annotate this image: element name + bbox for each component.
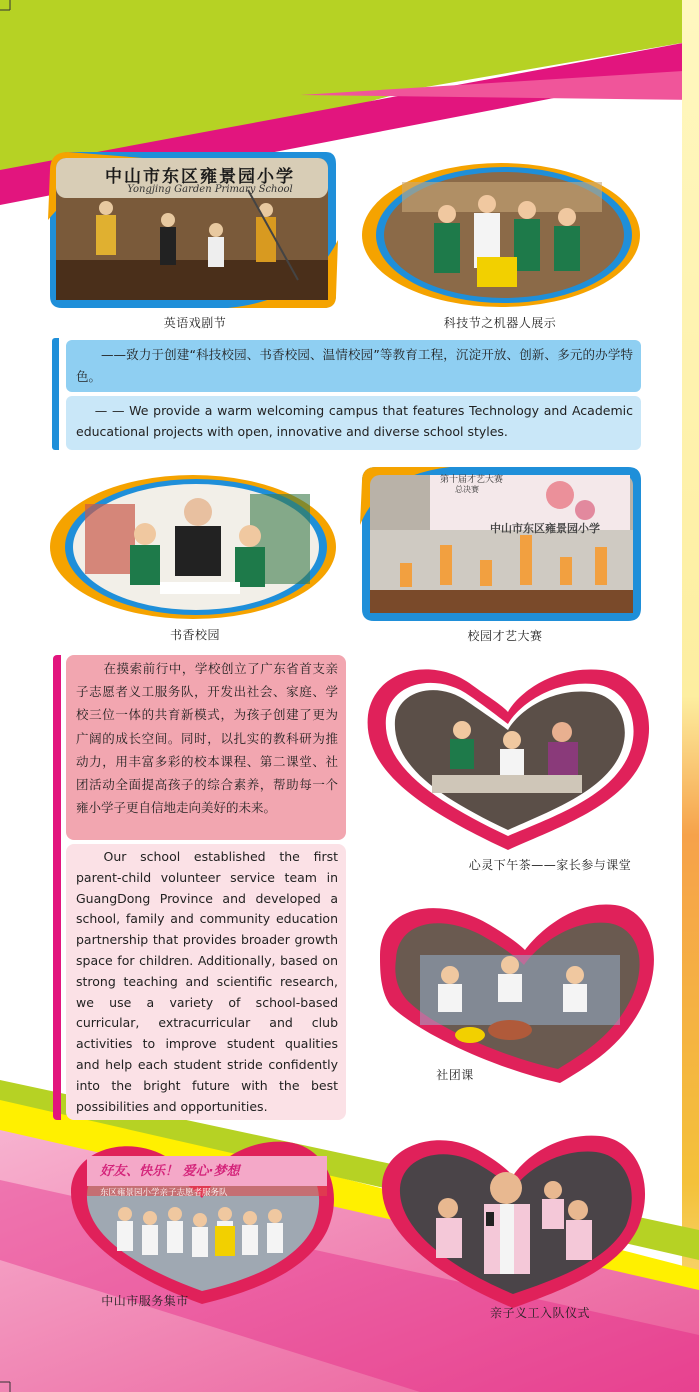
drama-caption: 英语戏剧节 (163, 316, 227, 330)
blue-panel-accent (52, 338, 59, 450)
pink-panel-en: Our school established the first parent-child volunteer service team in GuangDong Province and developed a school, family and community education partnership that provides broader growth space for children. Additionally, based on strong teaching and scientific research, we use a variety of school-based curricular, extracurricular and club activities to improve student qualities and help each student stride confidently into the bright future with the best possibilities and opportunities. (66, 844, 346, 1120)
talent-stage-text: 中山市东区雍景园小学 (490, 522, 600, 535)
drama-banner-sub: Yongjing Garden Primary School (127, 184, 293, 195)
talent-caption: 校园才艺大赛 (467, 629, 543, 643)
tea-heart-photo (362, 660, 654, 852)
ceremony-caption: 亲子义工入队仪式 (489, 1306, 590, 1320)
talent-banner-text: 第十届才艺大赛 (440, 475, 504, 485)
market-sub-banner: 东区雍景园小学亲子志愿者服务队 (100, 1188, 228, 1198)
tea-caption: 心灵下午茶——家长参与课堂 (468, 858, 632, 872)
talent-banner-sub: 总决赛 (455, 485, 479, 494)
drama-banner-text: 中山市东区雍景园小学 (105, 167, 295, 187)
blue-panel-cn: ——致力于创建“科技校园、书香校园、温情校园”等教育工程，沉淀开放、创新、多元的办学特色。 (66, 340, 641, 392)
club-caption: 社团课 (436, 1068, 474, 1082)
club-heart-photo (360, 895, 660, 1085)
blue-panel-en: — — We provide a warm welcoming campus that features Technology and Academic educational projects with open, innovative and diverse school styles. (66, 396, 641, 450)
pink-panel-accent (53, 655, 61, 1120)
market-caption: 中山市服务集市 (101, 1294, 189, 1308)
reading-photo-frame (50, 474, 336, 620)
pink-panel-cn: 在摸索前行中，学校创立了广东省首支亲子志愿者义工服务队，开发出社会、家庭、学校三位一体的共育新模式，为孩子创建了更为广阔的成长空间。同时，以扎实的教科研为推动力，用丰富多彩的校本课程、第二课堂、社团活动全面提高孩子的综合素养，帮助每一个雍小学子更自信地走向美好的未来。 (66, 655, 346, 840)
ceremony-heart-photo (378, 1130, 648, 1310)
robot-photo-frame (362, 162, 640, 308)
reading-caption: 书香校园 (169, 628, 220, 642)
robot-caption: 科技节之机器人展示 (443, 316, 557, 330)
market-banner-text: 好友、快乐！ 爱心·梦想 (100, 1164, 240, 1179)
